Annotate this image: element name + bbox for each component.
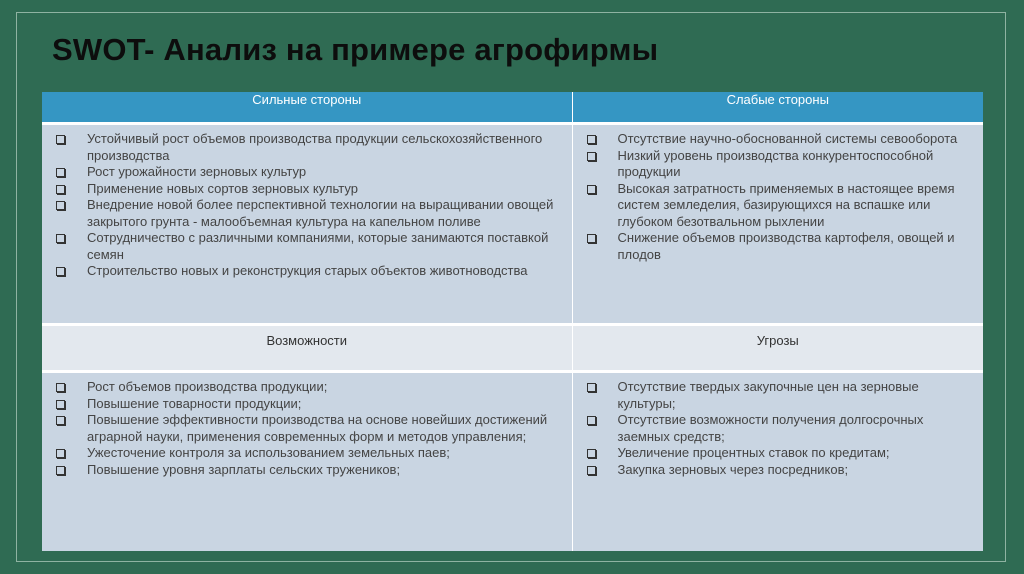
list-item: Устойчивый рост объемов производства продукции сельскохозяйственного производства xyxy=(56,131,562,164)
weaknesses-cell xyxy=(572,124,983,325)
header-weaknesses: Слабые стороны xyxy=(572,92,983,124)
list-item: Повышение эффективности производства на основе новейших достижений аграрной науки, применения современных форм и методов управления; xyxy=(56,412,562,445)
threats-cell xyxy=(572,372,983,552)
list-item: Сотрудничество с различными компаниями, которые занимаются поставкой семян xyxy=(56,230,562,263)
opportunities-list xyxy=(42,373,572,478)
list-item: Повышение уровня зарплаты сельских тружеников; xyxy=(56,462,562,479)
checkbox-bullet-icon xyxy=(587,152,596,161)
checkbox-bullet-icon xyxy=(587,234,596,243)
opportunities-threats-header-row xyxy=(42,325,983,372)
strengths-list xyxy=(42,125,572,280)
list-item: Рост объемов производства продукции; xyxy=(56,379,562,396)
header-opportunities: Возможности xyxy=(42,325,572,372)
checkbox-bullet-icon xyxy=(587,185,596,194)
checkbox-bullet-icon xyxy=(56,201,65,210)
checkbox-bullet-icon xyxy=(587,416,596,425)
checkbox-bullet-icon xyxy=(587,383,596,392)
list-item: Рост урожайности зерновых культур xyxy=(56,164,562,181)
threats-list xyxy=(573,373,984,478)
list-item: Отсутствие твердых закупочные цен на зерновые культуры; xyxy=(587,379,974,412)
checkbox-bullet-icon xyxy=(56,267,65,276)
checkbox-bullet-icon xyxy=(56,168,65,177)
list-item: Снижение объемов производства картофеля, овощей и плодов xyxy=(587,230,974,263)
list-item: Применение новых сортов зерновых культур xyxy=(56,181,562,198)
checkbox-bullet-icon xyxy=(587,466,596,475)
list-item: Повышение товарности продукции; xyxy=(56,396,562,413)
checkbox-bullet-icon xyxy=(56,416,65,425)
list-item: Закупка зерновых через посредников; xyxy=(587,462,974,479)
table-header-row xyxy=(42,92,983,124)
weaknesses-list xyxy=(573,125,984,263)
list-item: Ужесточение контроля за использованием земельных паев; xyxy=(56,445,562,462)
slide-title: SWOT- Анализ на примере агрофирмы xyxy=(52,32,659,67)
checkbox-bullet-icon xyxy=(56,466,65,475)
header-threats: Угрозы xyxy=(572,325,983,372)
strengths-weaknesses-row xyxy=(42,124,983,325)
checkbox-bullet-icon xyxy=(56,185,65,194)
list-item: Увеличение процентных ставок по кредитам; xyxy=(587,445,974,462)
header-strengths: Сильные стороны xyxy=(42,92,572,124)
strengths-cell xyxy=(42,124,572,325)
checkbox-bullet-icon xyxy=(56,135,65,144)
list-item: Высокая затратность применяемых в настоящее время систем земледелия, базирующихся на вспашке или глубоком безотвальном рыхлении xyxy=(587,181,974,231)
checkbox-bullet-icon xyxy=(56,383,65,392)
checkbox-bullet-icon xyxy=(56,234,65,243)
list-item: Строительство новых и реконструкция старых объектов животноводства xyxy=(56,263,562,280)
list-item: Внедрение новой более перспективной технологии на выращивании овощей закрытого грунта - малообъемная культура на капельном поливе xyxy=(56,197,562,230)
checkbox-bullet-icon xyxy=(587,449,596,458)
opportunities-threats-row xyxy=(42,372,983,552)
list-item: Отсутствие научно-обоснованной системы севооборота xyxy=(587,131,974,148)
checkbox-bullet-icon xyxy=(587,135,596,144)
list-item: Отсутствие возможности получения долгосрочных заемных средств; xyxy=(587,412,974,445)
checkbox-bullet-icon xyxy=(56,400,65,409)
list-item: Низкий уровень производства конкурентоспособной продукции xyxy=(587,148,974,181)
opportunities-cell xyxy=(42,372,572,552)
swot-table xyxy=(42,92,983,551)
checkbox-bullet-icon xyxy=(56,449,65,458)
